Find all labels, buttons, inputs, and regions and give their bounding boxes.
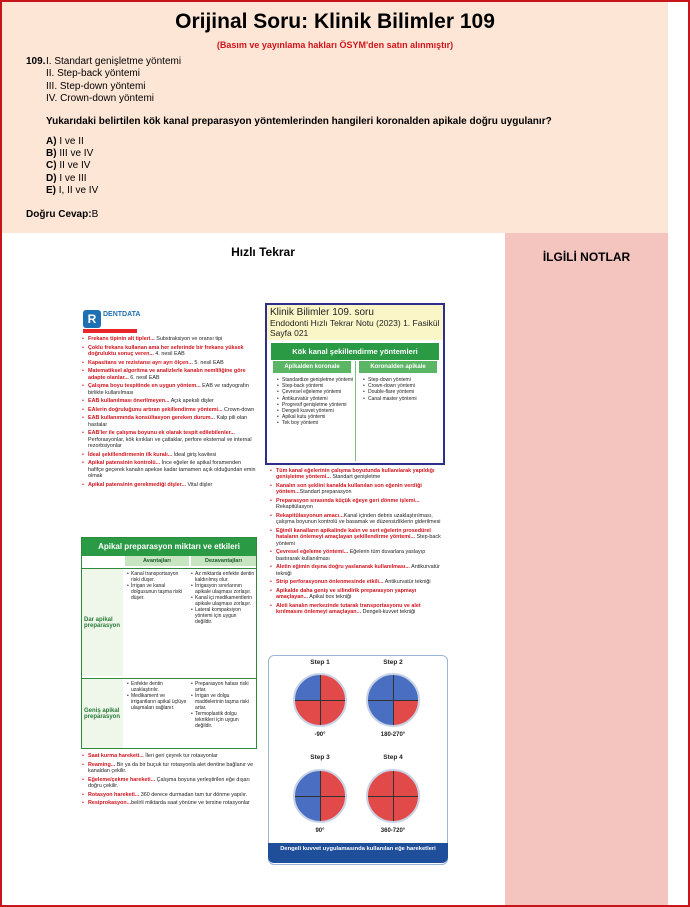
bullet-text: Rekapitülasyon [276, 504, 313, 511]
bullet-item [82, 383, 257, 396]
bullet-item [270, 549, 446, 562]
apical-prep-table [81, 537, 257, 749]
bullet-item [82, 460, 257, 479]
bullet-key: Saat kurma hareketi... [88, 753, 144, 759]
list-item: • İrrigan ve dolgu maddelerinin taşma riski artar. [191, 693, 255, 711]
list-item: • Canal master yöntemi [363, 396, 439, 402]
step4-circle [366, 769, 420, 823]
notes-title: İLGİLİ NOTLAR [542, 250, 631, 264]
bullet-text: Perforasyonlar, kök kırıkları ve çatlaklar, perfore eksternal ve internal rezorbsiyonlar [88, 436, 252, 450]
methods-list-1 [277, 377, 355, 427]
list-item: • Enfekte dentin uzaklaştırılır. [127, 681, 187, 693]
logo-text: DENTDATA [103, 311, 141, 318]
bullet-key: EAB kullanılması önerilmeyen... [88, 398, 170, 405]
bullet-text: Dengeli-kuvvet tekniği [361, 609, 416, 616]
bullet-text: belirli miktarda saat yönüne ve tersine rotasyonlar [131, 800, 250, 807]
bullet-key: Resiprokasyon... [88, 800, 132, 807]
bullet-item [82, 360, 257, 366]
list-item: • Az miktarda enfekte dentin kaldırılmış olur. [191, 571, 255, 583]
col-apical-coronal: Apikalden koronale [273, 361, 351, 373]
bullet-key: Preparasyon sırasında küçük eğeye geri dönme işlemi... [276, 498, 420, 504]
list-item: • Step-down yöntemi [363, 377, 439, 383]
bullet-key: EAB kullanımında konsültasyon gereken durum... [88, 415, 216, 422]
option-a[interactable]: A) I ve II [46, 136, 84, 147]
bullet-text: Step-back yöntemi [276, 534, 441, 547]
step-degree: -90° [314, 732, 326, 738]
bullet-item [82, 452, 257, 458]
col-coronal-apical: Koronalden apikale [359, 361, 437, 373]
col-advantages: Avantajları [125, 556, 189, 566]
list-item: • Tek boy yöntemi [277, 420, 355, 426]
bullet-key: Aleti kanalın merkezinde tutarak transportasyonu ve alet kırılmasını önlemeyi amaçlayan... [276, 603, 421, 616]
bullet-key: Tüm kanal eğelerinin çalışma boyutunda kullanılarak yapıldığı genişletme yöntemi... [276, 468, 435, 481]
list-item: • Double-flare yöntemi [363, 389, 439, 395]
bullet-item [82, 345, 257, 358]
list-item: • Standardize genişletme yöntemi [277, 377, 355, 383]
bullet-text: Standart preparasyon [299, 489, 352, 496]
bullet-text: Apikal box tekniği [308, 594, 352, 601]
question-title: Orijinal Soru: Klinik Bilimler 109 [175, 10, 495, 33]
row-label: Geniş apikal preparasyon [82, 679, 123, 748]
list-item: • Dengeli kuvvet yöntemi [277, 408, 355, 414]
disadvantages-cell [191, 681, 255, 729]
answer-options [46, 136, 98, 197]
box-green-title: Kök kanal şekillendirme yöntemleri [271, 343, 439, 360]
question-panel [2, 2, 668, 233]
correct-answer: Doğru Cevap:B [26, 209, 99, 220]
bullet-item [82, 368, 257, 381]
bullet-item [82, 336, 257, 342]
advantages-cell [127, 681, 187, 711]
crosshair-icon [295, 700, 345, 701]
bullet-item [270, 513, 446, 526]
bullet-item [82, 792, 258, 798]
bullet-key: Apikalde daha geniş ve silindirik preparasyon yapmayı amaçlayan... [276, 588, 417, 601]
bullet-item [82, 430, 257, 449]
steps-caption: Dengeli kuvvet uygulamasında kullanılan eğe hareketleri [268, 843, 448, 863]
bullet-key: Eğimli kanalların apikalinde kalın ve sert eğelerin prosedürel hataların önlemeyi amaçlayan şekillendirme yöntemi... [276, 528, 431, 541]
bottom-bullet-list [82, 753, 258, 809]
table-row [82, 568, 256, 676]
box-header [267, 305, 443, 340]
question-number: 109. [26, 56, 46, 67]
question-stem: Yukarıdaki belirtilen kök kanal preparasyon yöntemlerinden hangileri koronalden apikale doğru uygulanır? [46, 116, 552, 127]
step-degree: 360-720° [380, 828, 406, 834]
list-item: • Step-back yöntemi [277, 383, 355, 389]
balanced-force-diagram [268, 655, 448, 865]
bullet-text: İnce eğeler ile apikal foramenden hafifçe geçerek kanalın apekse kadar tamamen açık olduğundan emin olmak [88, 460, 256, 480]
row-label: Dar apikal preparasyon [82, 569, 123, 676]
bullet-key: Rotasyon hareketi... [88, 791, 140, 798]
list-item: • Çevresel eğeleme yöntemi [277, 389, 355, 395]
bullet-key: Çevresel eğeleme yöntemi... [276, 549, 349, 556]
bullet-item [82, 777, 258, 790]
disadvantages-cell [191, 571, 255, 625]
list-item: • Lateral kompaksiyon yöntemi için uygun değildir. [191, 607, 255, 625]
list-item: • Kanal içi medikamentlerin apikale ulaşması zorlaşır. [191, 595, 255, 607]
table-header: Apikal preparasyon miktarı ve etkileri [82, 538, 256, 556]
list-item: • Kanal transportasyon riski düşer. [127, 571, 187, 583]
bullet-key: İdeal şekillendirmenin ilk kuralı... [88, 451, 173, 458]
bullet-text: Açık apeksli dişler [169, 398, 214, 405]
bullet-item [270, 588, 446, 601]
bullet-item [270, 528, 446, 547]
list-item: • Crown-down yöntemi [363, 383, 439, 389]
step-label: Step 4 [383, 754, 403, 761]
box-subtitle: Endodonti Hızlı Tekrar Notu (2023) 1. Fasikül Sayfa 021 [270, 318, 440, 338]
bullet-text: Eğelerin tüm duvarlara yaslayıp bastırarak kullanılması [276, 549, 426, 562]
bullet-key: EAB'ler ile çalışma boyunu ek olarak tespit edilebilenler... [88, 430, 235, 437]
bullet-item [82, 482, 257, 488]
bullet-key: Eğeleme/çekme hareketi... [88, 776, 156, 783]
list-item: • Medikament ve irrigantların apikal üçlüye ulaşmaları sağlanır. [127, 693, 187, 711]
list-item: • Apikal kutu yöntemi [277, 414, 355, 420]
logo-stripe [83, 329, 137, 333]
step-label: Step 2 [383, 659, 403, 666]
option-b[interactable]: B) III ve IV [46, 148, 94, 160]
bullet-item [270, 579, 446, 585]
bullet-key: Apikal patensinin kontrolü... [88, 460, 161, 467]
bullet-text: Standart genişletme [330, 474, 381, 481]
col-disadvantages: Dezavantajları [191, 556, 256, 566]
bullet-item [82, 407, 257, 413]
bullet-text: Bir ya da bir buçuk tur rotasyonla alet dentine bağlanır ve kanaldan çekilir. [88, 761, 254, 774]
bullet-key: Matematiksel algoritma ve analizlerle kanalın nemliliğine göre adapte olanlar... [88, 368, 246, 381]
crosshair-icon [368, 700, 418, 701]
bullet-key: Aletin eğimin dışına doğru yaslanarak kullanılması... [276, 564, 410, 571]
list-item: • Antikurvatür yöntemi [277, 396, 355, 402]
list-item: • İrrigasyon sınırlarının apikale ulaşması zorlaşır. [191, 583, 255, 595]
bullet-key: Rekapitülasyonun amacı... [276, 513, 344, 519]
bullet-item [270, 468, 446, 481]
bullet-text: 5. nesil EAB [192, 359, 224, 366]
right-bullet-list [270, 468, 446, 618]
bullet-key: Çoklu frekans kullanan ama her seferinde bir frekans yüksek doğruluktu sonuç veren... [88, 344, 244, 357]
bullet-item [82, 762, 258, 775]
bullet-key: Apikal patensinin gerekmediği dişler... [88, 481, 186, 488]
notes-column [505, 233, 668, 905]
bullet-key: Strip perforasyonun önlenmesinde etkili... [276, 579, 384, 586]
bullet-text: Kanal içinden debris uzaklaştırılması, çalışma boyunun kontrolü ve basamak ve düzensizliklerin giderilmesi [276, 513, 441, 526]
question-item: III. Step-down yöntemi [46, 80, 146, 92]
brand-logo [83, 310, 141, 332]
bullet-key: Frekans tipinin alt tipleri... [88, 336, 155, 342]
bullet-text: 4. nesil EAB [153, 351, 185, 357]
methods-box [265, 303, 445, 465]
bullet-text: 360 derece durmadan tam tur dönme yapılır. [139, 791, 248, 798]
bullet-item [270, 564, 446, 577]
bullet-text: Çalışma boyuna yerleştirilen eğe dışarı doğru çekilir. [88, 776, 250, 789]
bullet-text: Crown-down [222, 406, 255, 413]
crosshair-icon [368, 796, 418, 797]
step-degree: 90° [315, 828, 325, 834]
methods-list-2 [363, 377, 439, 402]
step-label: Step 1 [310, 659, 330, 666]
bullet-key: EAlerin doğruluğunu artıran şekillendirme yöntemi... [88, 406, 223, 413]
step2-circle [366, 673, 420, 727]
question-item: II. Step-back yöntemi [46, 68, 140, 80]
crosshair-icon [295, 796, 345, 797]
bullet-text: 6. nesil EAB [128, 374, 160, 381]
bullet-text: İleri geri çeyrek tur rotasyonlar [143, 753, 218, 759]
step1-circle [293, 673, 347, 727]
copyright-note: (Basım ve yayınlama hakları ÖSYM'den satın alınmıştır) [216, 40, 454, 50]
step-degree: 180-270° [380, 732, 406, 738]
option-e[interactable]: E) I, II ve IV [46, 184, 99, 196]
question-item: I. Standart genişletme yöntemi [46, 56, 182, 67]
bullet-item [82, 753, 258, 759]
box-title: Klinik Bilimler 109. soru [270, 307, 374, 318]
option-c[interactable]: C) II ve IV [46, 160, 91, 172]
bullet-text: EAB ve radyografın birlikte kullanılması [88, 383, 249, 396]
question-item: IV. Crown-down yöntemi [46, 92, 155, 104]
bullet-item [270, 483, 446, 496]
step3-circle [293, 769, 347, 823]
bullet-key: Çalışma boyu tespitinde en uygun yöntem... [88, 383, 201, 390]
step-label: Step 3 [310, 754, 330, 761]
advantages-cell [127, 571, 187, 601]
list-item: • İrrigan ve kanal dolgusunun taşma riski düşer. [127, 583, 187, 601]
bullet-text: Substraksiyon ve oransı tipi [154, 336, 223, 342]
logo-mark: R [83, 310, 101, 328]
question-items [46, 56, 181, 105]
bullet-key: Kanalın son şeklini kanalda kullanılan son eğenin verdiği yöntem... [276, 483, 422, 496]
left-bullet-list [82, 336, 257, 490]
bullet-text: Antikurvatür tekniği [276, 564, 440, 577]
box-divider [355, 361, 356, 461]
bullet-item [82, 398, 257, 404]
bullet-key: Kapasitans ve rezistansı ayrı ayrı ölçen... [88, 359, 193, 366]
list-item: • Progresif genişletme yöntemi [277, 402, 355, 408]
bullet-text: Antikurvatür tekniği [383, 579, 431, 586]
bullet-text: İdeal giriş kavitesi [172, 451, 217, 458]
option-d[interactable]: D) I ve III [46, 172, 87, 184]
bullet-text: Kalp pili olan hastalar [88, 415, 248, 428]
bullet-key: Reaming... [88, 761, 116, 768]
table-row [82, 678, 256, 748]
bullet-item [270, 498, 446, 511]
list-item: • Preparasyon hatası riski artar. [191, 681, 255, 693]
bullet-text: Vital dişler [185, 481, 213, 488]
review-title: Hızlı Tekrar [231, 245, 295, 259]
bullet-item [82, 800, 258, 806]
bullet-item [82, 415, 257, 428]
bullet-item [270, 603, 446, 616]
list-item: • Termoplastik dolgu teknikleri için uygun değildir. [191, 711, 255, 729]
